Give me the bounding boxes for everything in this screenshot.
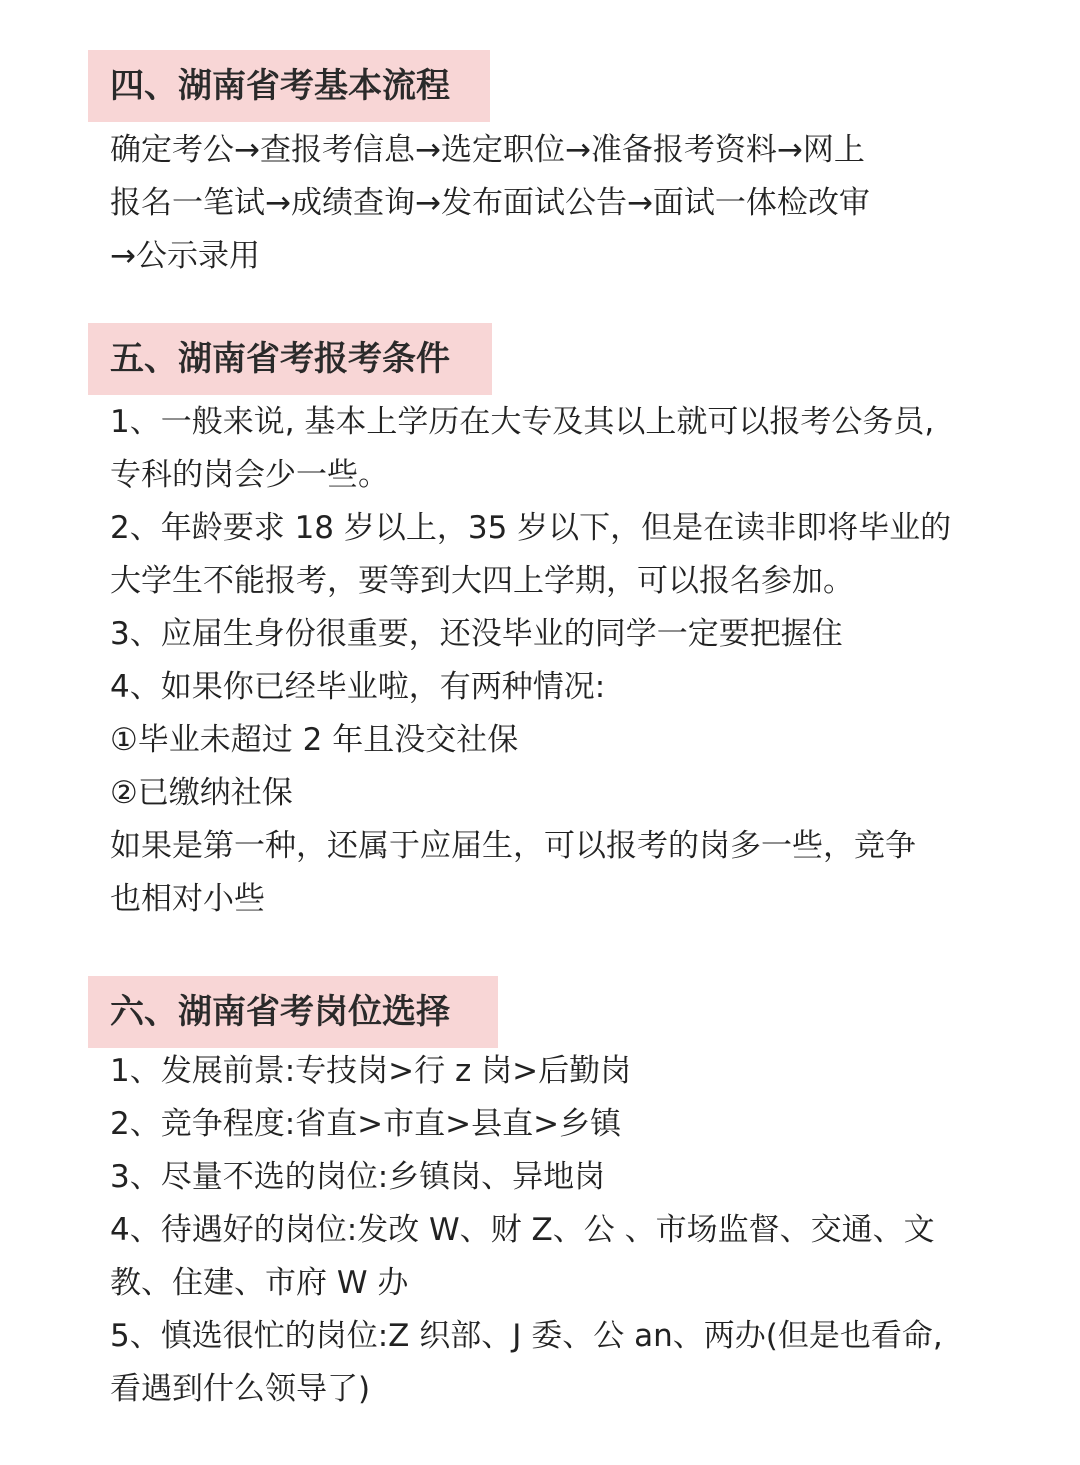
text-line: ②已缴纳社保 (110, 775, 293, 811)
text-line: 专科的岗会少一些。 (110, 457, 389, 493)
text-line: 3、尽量不选的岗位:乡镇岗、异地岗 (110, 1159, 606, 1195)
text-line: 确定考公→查报考信息→选定职位→准备报考资料→网上 (110, 132, 865, 168)
section-heading: 四、湖南省考基本流程 (88, 50, 490, 122)
section-heading: 五、湖南省考报考条件 (88, 323, 492, 395)
section-heading: 六、湖南省考岗位选择 (88, 976, 498, 1048)
text-line: 1、一般来说, 基本上学历在大专及其以上就可以报考公务员, (110, 404, 935, 440)
text-line: 2、年龄要求 18 岁以上，35 岁以下，但是在读非即将毕业的 (110, 510, 952, 546)
text-line: 4、如果你已经毕业啦，有两种情况: (110, 669, 606, 705)
text-line: 1、发展前景:专技岗>行 z 岗>后勤岗 (110, 1053, 632, 1089)
text-line: 报名一笔试→成绩查询→发布面试公告→面试一体检改审 (110, 185, 870, 221)
text-line: 3、应届生身份很重要，还没毕业的同学一定要把握住 (110, 616, 843, 652)
text-line: 看遇到什么领导了) (110, 1371, 371, 1407)
text-line: 教、住建、市府 W 办 (110, 1265, 409, 1301)
text-line: 如果是第一种，还属于应届生，可以报考的岗多一些，竞争 (110, 828, 916, 864)
text-line: 也相对小些 (110, 881, 265, 917)
text-line: →公示录用 (110, 238, 260, 274)
text-line: 大学生不能报考，要等到大四上学期，可以报名参加。 (110, 563, 854, 599)
text-line: 5、慎选很忙的岗位:Z 织部、J 委、公 an、两办(但是也看命, (110, 1318, 943, 1354)
text-line: ①毕业未超过 2 年且没交社保 (110, 722, 519, 758)
text-line: 4、待遇好的岗位:发改 W、财 Z、公 、市场监督、交通、文 (110, 1212, 935, 1248)
text-line: 2、竞争程度:省直>市直>县直>乡镇 (110, 1106, 622, 1142)
